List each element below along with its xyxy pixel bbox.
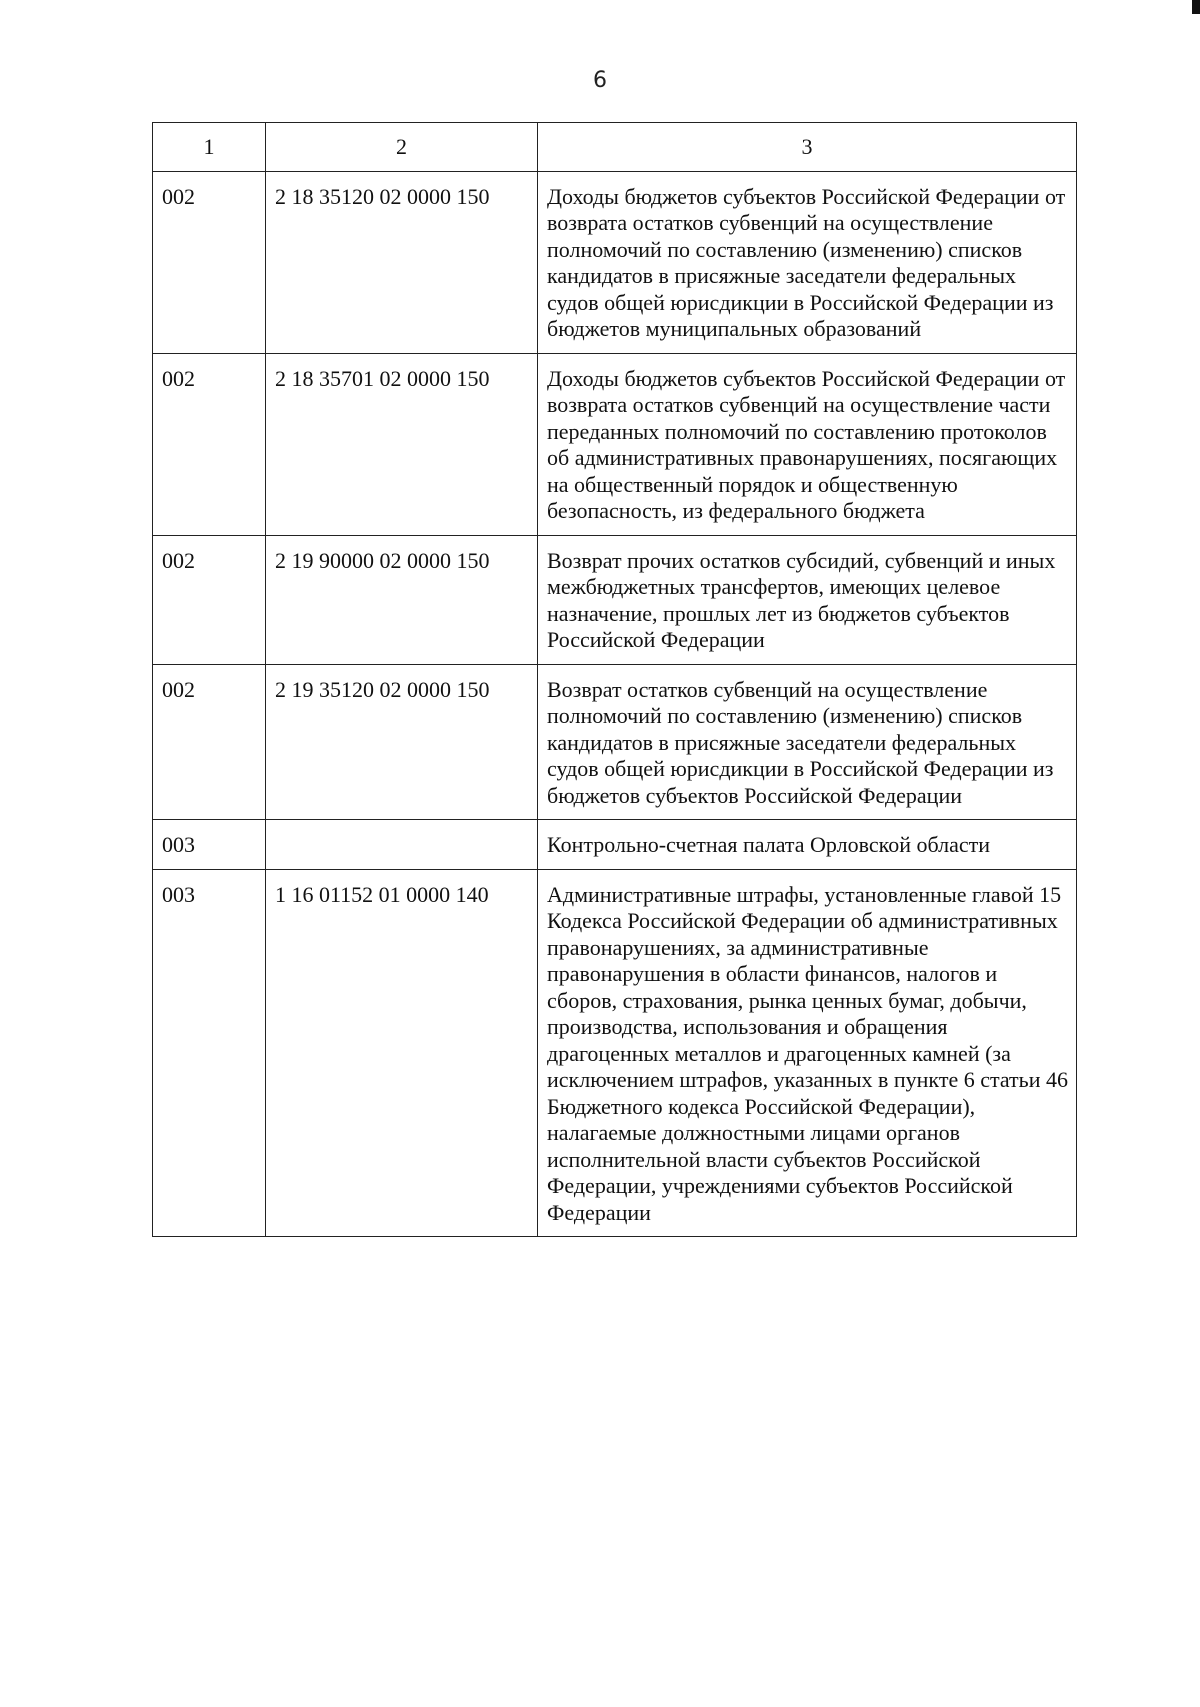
description-cell: Доходы бюджетов субъектов Российской Федерации от возврата остатков субвенций на осуществление части переданных полномочий по составлению протоколов об административных правонарушениях, посягающих на общественный порядок и общественную безопасность, из федерального бюджета: [538, 353, 1077, 535]
budget-code-cell: [266, 820, 538, 870]
description-cell: Возврат прочих остатков субсидий, субвенций и иных межбюджетных трансфертов, имеющих целевое назначение, прошлых лет из бюджетов субъектов Российской Федерации: [538, 535, 1077, 664]
table-header-row: [153, 123, 1077, 172]
table-row: [153, 535, 1077, 664]
admin-code-cell: 002: [153, 664, 266, 820]
table-row: [153, 664, 1077, 820]
table-row: [153, 820, 1077, 870]
admin-code-cell: 002: [153, 171, 266, 353]
description-cell: Контрольно-счетная палата Орловской области: [538, 820, 1077, 870]
column-header-2: 2: [266, 123, 538, 172]
admin-code-cell: 002: [153, 353, 266, 535]
admin-code-cell: 003: [153, 820, 266, 870]
description-cell: Возврат остатков субвенций на осуществление полномочий по составлению (изменению) списков кандидатов в присяжные заседатели федеральных судов общей юрисдикции в Российской Федерации из бюджетов субъектов Российской Федерации: [538, 664, 1077, 820]
budget-code-cell: 2 18 35701 02 0000 150: [266, 353, 538, 535]
description-cell: Доходы бюджетов субъектов Российской Федерации от возврата остатков субвенций на осуществление полномочий по составлению (изменению) списков кандидатов в присяжные заседатели федеральных судов общей юрисдикции в Российской Федерации из бюджетов муниципальных образований: [538, 171, 1077, 353]
page-number: 6: [593, 68, 607, 93]
column-header-1: 1: [153, 123, 266, 172]
column-header-3: 3: [538, 123, 1077, 172]
budget-code-cell: 2 18 35120 02 0000 150: [266, 171, 538, 353]
budget-code-cell: 2 19 90000 02 0000 150: [266, 535, 538, 664]
admin-code-cell: 003: [153, 869, 266, 1237]
description-cell: Административные штрафы, установленные главой 15 Кодекса Российской Федерации об административных правонарушениях, за административные правонарушения в области финансов, налогов и сборов, страхования, рынка ценных бумаг, добычи, производства, использования и обращения драгоценных металлов и драгоценных камней (за исключением штрафов, указанных в пункте 6 статьи 46 Бюджетного кодекса Российской Федерации), налагаемые должностными лицами органов исполнительной власти субъектов Российской Федерации, учреждениями субъектов Российской Федерации: [538, 869, 1077, 1237]
budget-code-cell: 2 19 35120 02 0000 150: [266, 664, 538, 820]
table-row: [153, 171, 1077, 353]
scan-edge-mark: [1192, 0, 1200, 14]
table-row: [153, 353, 1077, 535]
table-row: [153, 869, 1077, 1237]
admin-code-cell: 002: [153, 535, 266, 664]
budget-code-cell: 1 16 01152 01 0000 140: [266, 869, 538, 1237]
budget-codes-table: [152, 122, 1077, 1237]
